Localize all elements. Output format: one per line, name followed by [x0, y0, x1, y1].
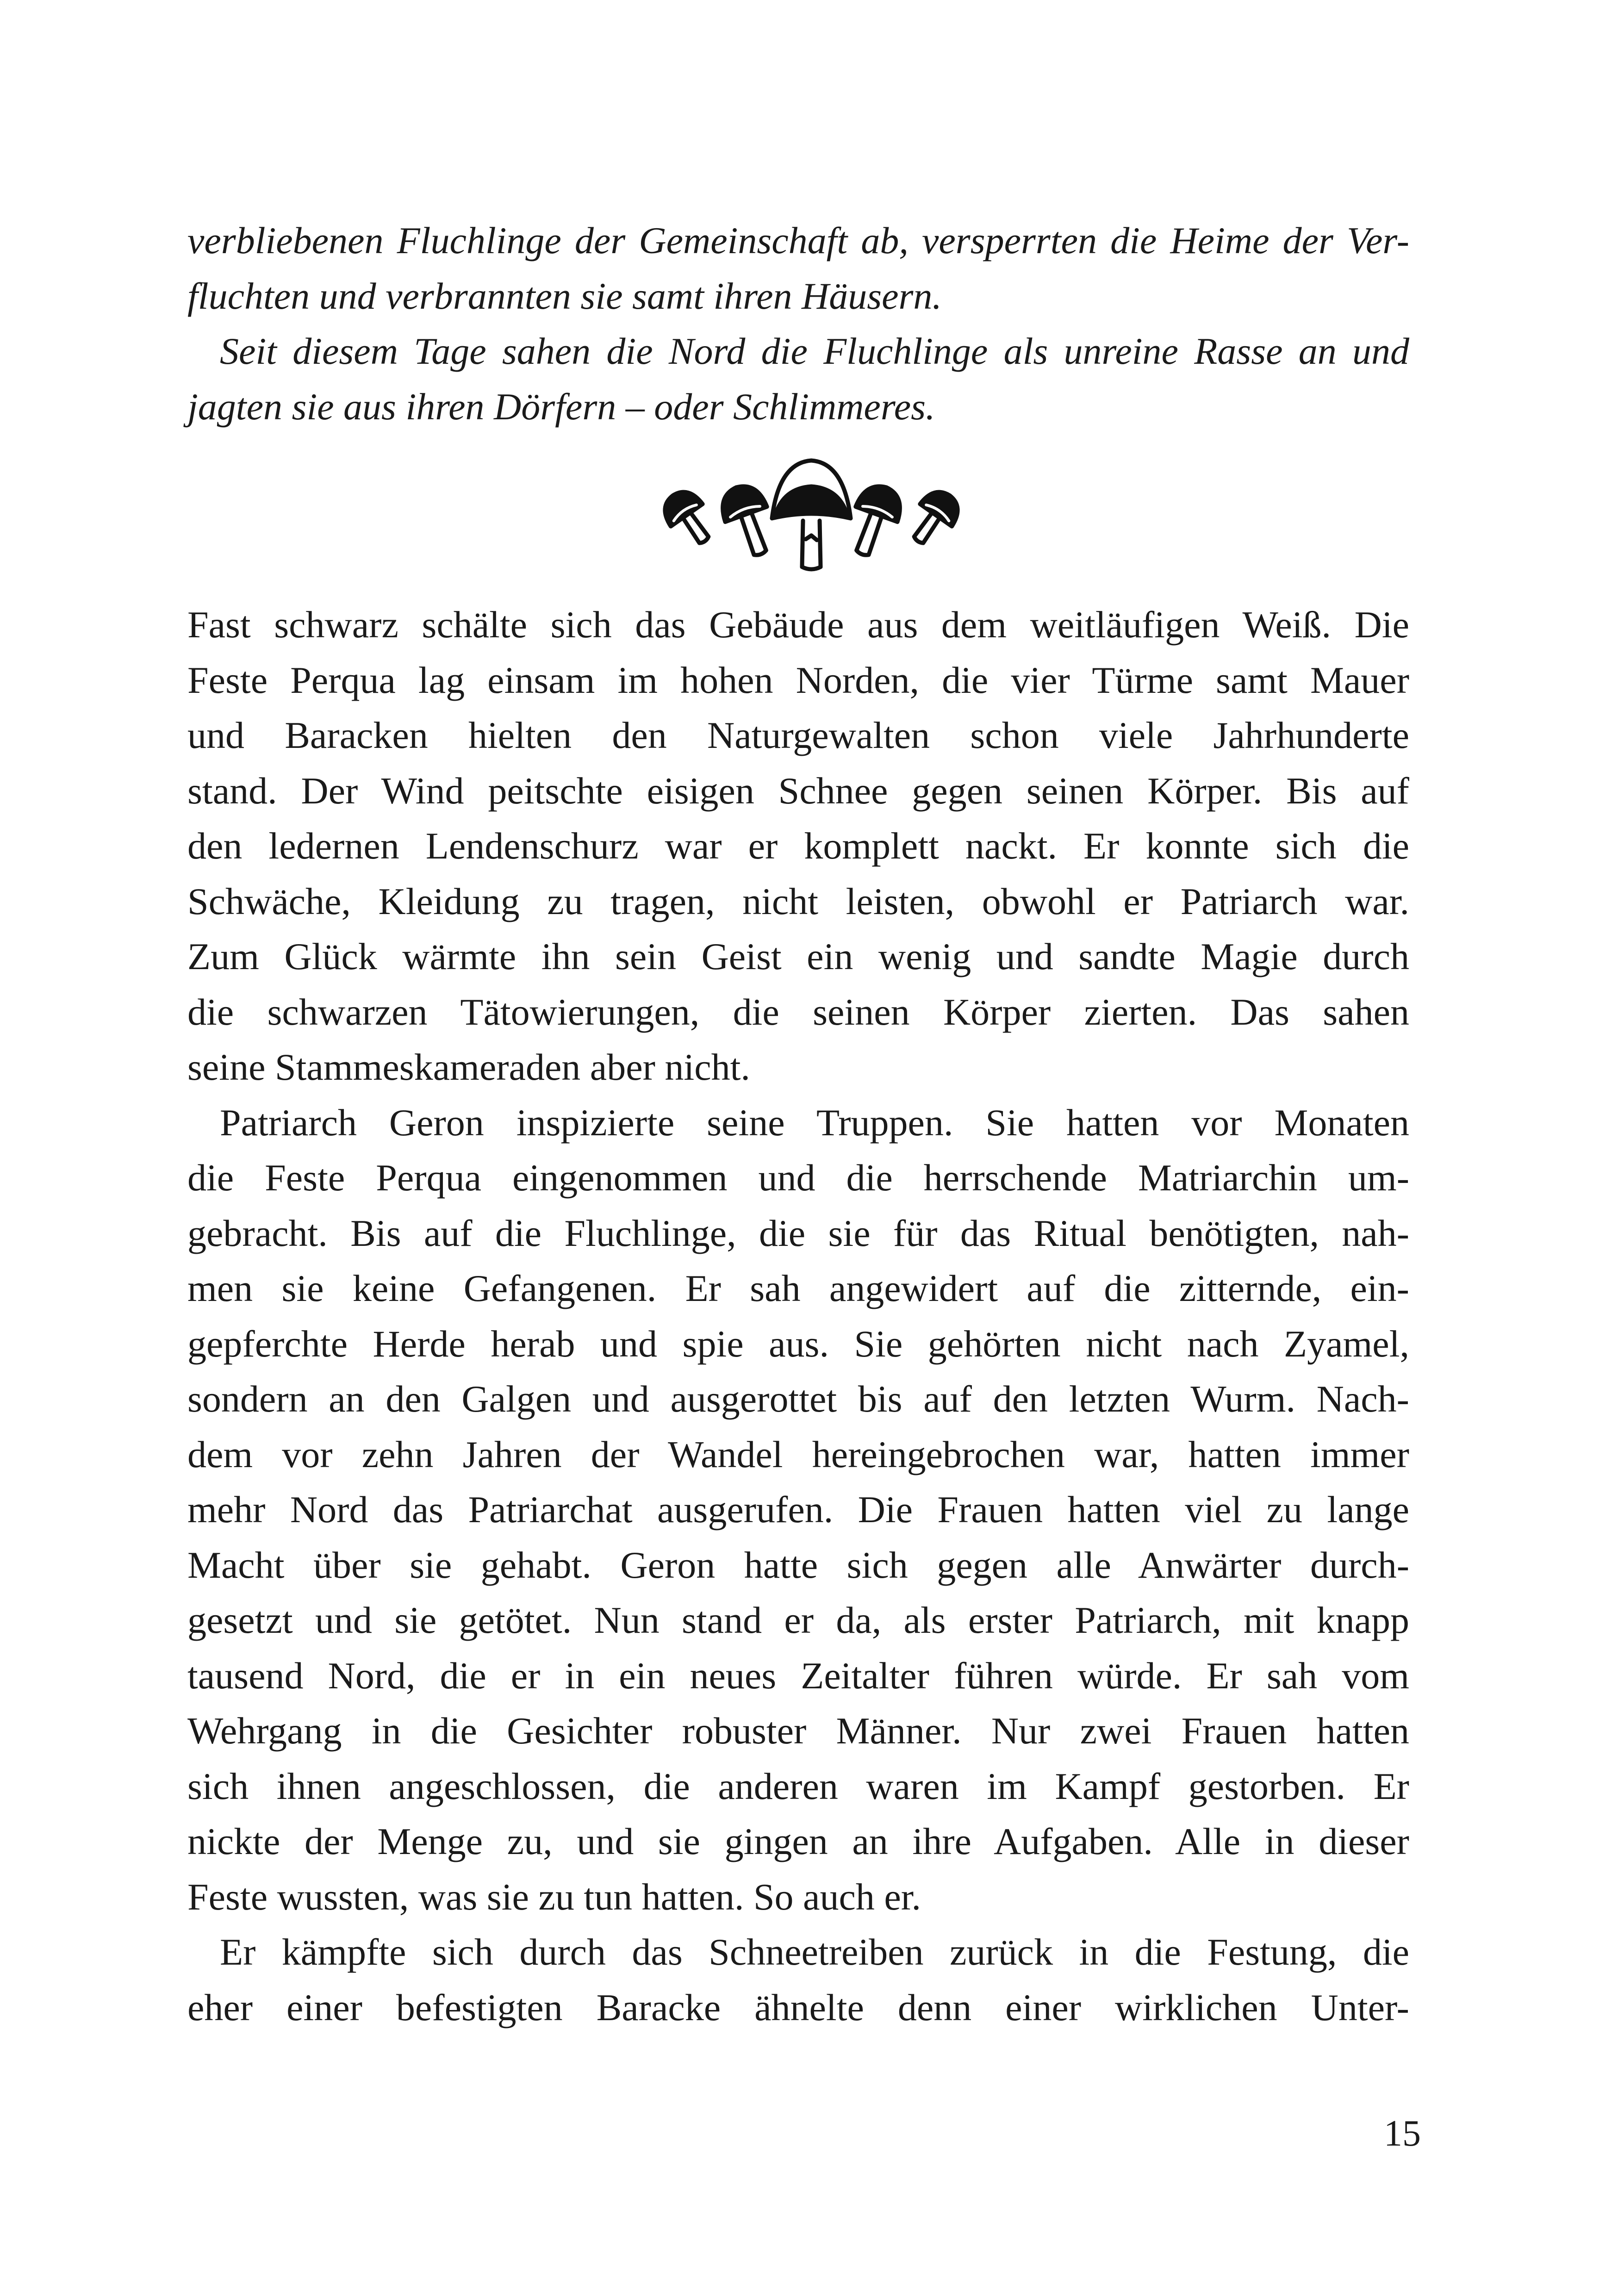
text-line: jagten sie aus ihren Dörfern – oder Schlimmeres. [187, 385, 935, 428]
text-line: Feste wussten, was sie zu tun hatten. So auch er. [187, 1875, 921, 1918]
text-line: stand. Der Wind peitschte eisigen Schnee gegen seinen Körper. Bis auf [187, 769, 1409, 812]
text-line: den ledernen Lendenschurz war er komplett nackt. Er konnte sich die [187, 825, 1409, 867]
text-line: und Baracken hielten den Naturgewalten schon viele Jahrhunderte [187, 714, 1409, 756]
text-line: tausend Nord, die er in ein neues Zeitalter führen würde. Er sah vom [187, 1654, 1409, 1697]
italic-passage [187, 213, 1409, 434]
text-line: fluchten und verbrannten sie samt ihren Häusern. [187, 274, 942, 317]
text-line: men sie keine Gefangenen. Er sah angewidert auf die zitternde, ein- [187, 1267, 1409, 1309]
text-line: sich ihnen angeschlossen, die anderen waren im Kampf gestorben. Er [187, 1765, 1409, 1807]
text-line: gepferchte Herde herab und spie aus. Sie gehörten nicht nach Zyamel, [187, 1322, 1409, 1365]
mushroom-row-icon [656, 456, 966, 581]
page-number: 15 [1384, 2113, 1421, 2154]
text-line: die Feste Perqua eingenommen und die herrschende Matriarchin um- [187, 1157, 1409, 1199]
text-line: Wehrgang in die Gesichter robuster Männer. Nur zwei Frauen hatten [187, 1710, 1409, 1752]
text-line: gesetzt und sie getötet. Nun stand er da, als erster Patriarch, mit knapp [187, 1599, 1409, 1641]
text-line: Schwäche, Kleidung zu tragen, nicht leisten, obwohl er Patriarch war. [187, 880, 1409, 922]
text-line: Macht über sie gehabt. Geron hatte sich gegen alle Anwärter durch- [187, 1543, 1409, 1586]
text-line: nickte der Menge zu, und sie gingen an ihre Aufgaben. Alle in dieser [187, 1820, 1409, 1862]
text-line: Patriarch Geron inspizierte seine Truppen. Sie hatten vor Monaten [220, 1101, 1409, 1144]
text-line: verbliebenen Fluchlinge der Gemeinschaft ab, versperrten die Heime der Ver- [187, 219, 1409, 261]
text-line: Feste Perqua lag einsam im hohen Norden, die vier Türme samt Mauer [187, 659, 1409, 701]
text-line: eher einer befestigten Baracke ähnelte denn einer wirklichen Unter- [187, 1986, 1409, 2028]
text-line: seine Stammeskameraden aber nicht. [187, 1046, 750, 1088]
text-line: dem vor zehn Jahren der Wandel hereingebrochen war, hatten immer [187, 1433, 1409, 1475]
text-line: die schwarzen Tätowierungen, die seinen Körper zierten. Das sahen [187, 990, 1409, 1033]
text-line: sondern an den Galgen und ausgerottet bis auf den letzten Wurm. Nach- [187, 1378, 1409, 1420]
text-line: Zum Glück wärmte ihn sein Geist ein wenig und sandte Magie durch [187, 935, 1409, 977]
text-line: gebracht. Bis auf die Fluchlinge, die sie für das Ritual benötigten, nah- [187, 1212, 1409, 1254]
text-line: Seit diesem Tage sahen die Nord die Fluchlinge als unreine Rasse an und [220, 330, 1409, 372]
text-line: mehr Nord das Patriarchat ausgerufen. Die Frauen hatten viel zu lange [187, 1488, 1409, 1531]
body-text [187, 597, 1409, 2035]
text-line: Fast schwarz schälte sich das Gebäude aus dem weitläufigen Weiß. Die [187, 604, 1409, 646]
text-line: Er kämpfte sich durch das Schneetreiben zurück in die Festung, die [220, 1931, 1409, 1973]
